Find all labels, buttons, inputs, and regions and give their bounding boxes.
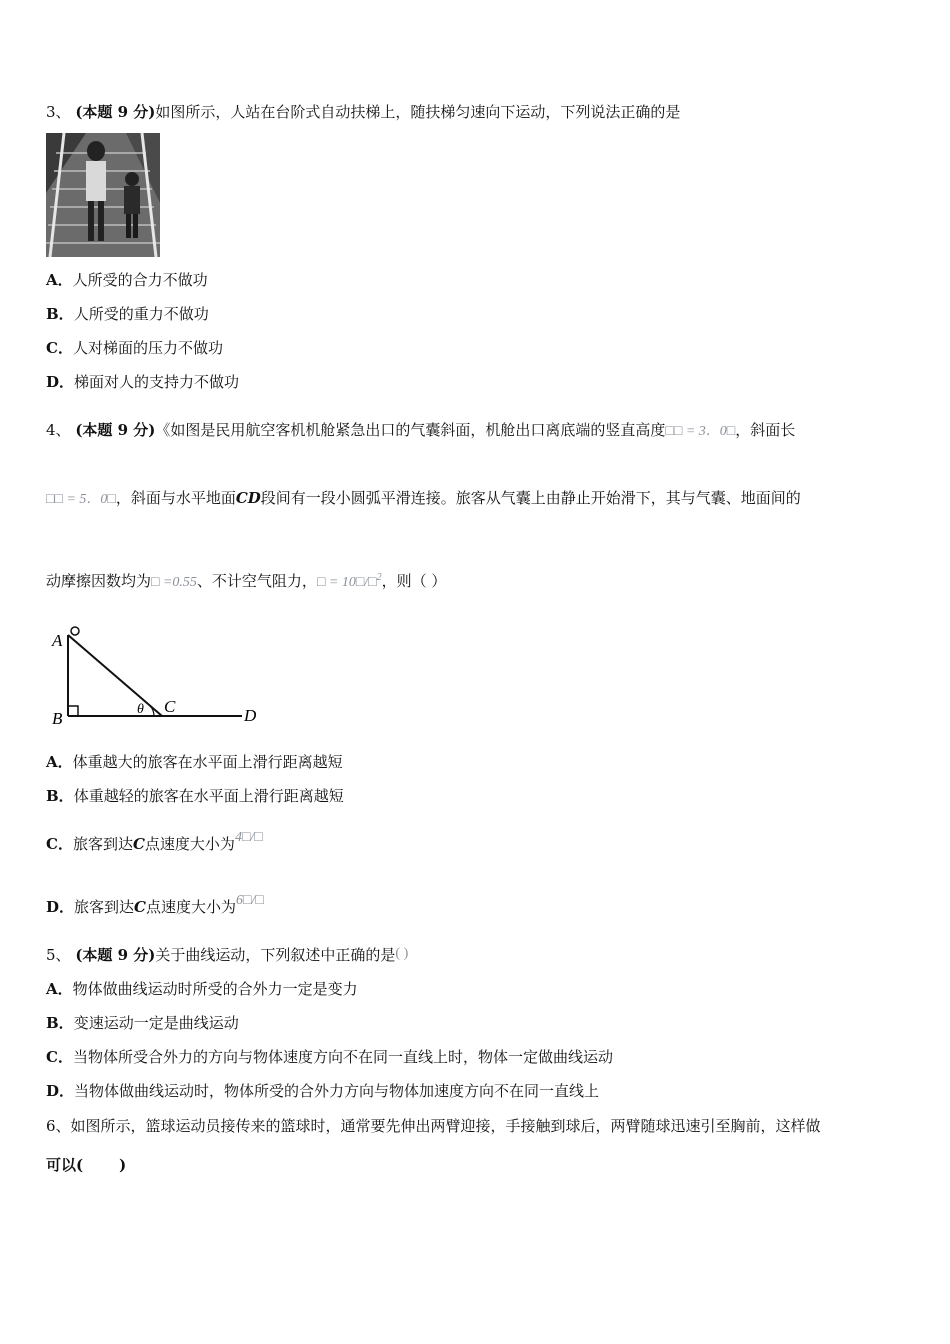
q5-number: 5、 [46, 946, 71, 964]
q6-stem-2-end: ) [119, 1156, 127, 1174]
q3-option-d [46, 372, 239, 392]
q5-paren: ( ) [395, 946, 409, 961]
q3-number: 3、 [46, 103, 71, 121]
label-d: D [244, 706, 257, 725]
q5-option-d-key: D． [46, 1082, 75, 1100]
q4-formula-g: □ = 10□/□ [316, 575, 377, 590]
label-theta: θ [137, 702, 144, 717]
q3-option-a-key: A． [46, 271, 73, 289]
q4-option-b-key: B． [46, 787, 74, 805]
q5-option-a [46, 979, 358, 999]
q6-stem-line2 [46, 1155, 126, 1175]
q4-stem-3c: ，则（ ） [381, 572, 447, 590]
q4-stem-1b: ，斜面长 [735, 421, 796, 439]
q4-stem-line3 [46, 568, 446, 593]
q5-option-a-key: A． [46, 980, 73, 998]
q4-option-c-text-a: 旅客到达 [72, 835, 133, 853]
q4-formula-h: □□ = 3．0□ [665, 424, 736, 439]
q3-stem-text: 如图所示，人站在台阶式自动扶梯上，随扶梯匀速向下运动，下列说法正确的是 [155, 103, 681, 121]
q4-stem-line2 [46, 488, 801, 510]
q4-option-c-point: C [132, 835, 145, 853]
q3-option-a-text: 人所受的合力不做功 [72, 271, 208, 289]
q4-formula-mu: □ =0.55 [151, 575, 197, 590]
q4-option-c-formula: 4□/□ [234, 830, 263, 845]
label-c: C [164, 697, 176, 716]
slope-diagram [46, 620, 276, 735]
q4-option-b-text: 体重越轻的旅客在水平面上滑行距离越短 [73, 787, 344, 805]
q4-option-d-key: D． [46, 898, 75, 916]
q4-option-d-text-b: 点速度大小为 [145, 898, 236, 916]
q3-option-b-text: 人所受的重力不做功 [73, 305, 209, 323]
q3-option-d-text: 梯面对人的支持力不做功 [74, 373, 240, 391]
q4-stem-3b: 、不计空气阻力， [196, 572, 317, 590]
q3-option-b-key: B． [46, 305, 74, 323]
q4-option-d-text-a: 旅客到达 [74, 898, 135, 916]
q4-option-d-point: C [134, 898, 146, 916]
q3-points: (本题 9 分) [75, 103, 156, 121]
q5-stem-text: 关于曲线运动，下列叙述中正确的是 [155, 946, 396, 964]
q4-option-d [46, 893, 264, 919]
q3-option-d-key: D． [46, 373, 75, 391]
q6-stem-line1 [46, 1116, 821, 1136]
q4-option-a-key: A． [46, 753, 73, 771]
q5-option-b-key: B． [46, 1014, 74, 1032]
q5-stem [46, 945, 408, 967]
q5-option-c [46, 1047, 613, 1067]
q4-option-d-formula: 6□/□ [236, 893, 264, 908]
q4-formula-g-exp: 2 [376, 572, 382, 583]
q4-option-c-key: C． [46, 835, 73, 853]
q5-option-b-text: 变速运动一定是曲线运动 [73, 1014, 239, 1032]
q3-option-b [46, 304, 209, 324]
q4-stem-2b: 段间有一段小圆弧平滑连接。旅客从气囊上由静止开始滑下，其与气囊、地面间的 [260, 489, 801, 507]
label-b: B [52, 709, 63, 728]
q5-option-d-text: 当物体做曲线运动时，物体所受的合外力方向与物体加速度方向不在同一直线上 [74, 1082, 600, 1100]
q5-points: (本题 9 分) [75, 946, 156, 964]
q6-number: 6、 [46, 1117, 71, 1135]
q4-option-c [46, 830, 263, 856]
q4-stem-3a: 动摩擦因数均为 [46, 572, 152, 590]
q4-option-b [46, 786, 344, 806]
escalator-photo [46, 133, 160, 257]
q5-option-a-text: 物体做曲线运动时所受的合外力一定是变力 [72, 980, 358, 998]
q3-option-c [46, 338, 223, 358]
q4-points: (本题 9 分) [75, 421, 156, 439]
q6-stem-text: 如图所示，篮球运动员接传来的篮球时，通常要先伸出两臂迎接，手接触到球后，两臂随球迅速引至胸前，这样做 [70, 1117, 821, 1135]
slope-diagram-figure [46, 620, 276, 735]
q5-option-d [46, 1081, 599, 1101]
q5-option-c-text: 当物体所受合外力的方向与物体速度方向不在同一直线上时，物体一定做曲线运动 [72, 1048, 613, 1066]
q5-option-c-key: C． [46, 1048, 73, 1066]
q3-stem [46, 102, 680, 122]
q4-option-a-text: 体重越大的旅客在水平面上滑行距离越短 [72, 753, 343, 771]
q3-option-c-key: C． [46, 339, 73, 357]
q4-stem-1a: 《如图是民用航空客机机舱紧急出口的气囊斜面，机舱出口离底端的竖直高度 [155, 421, 666, 439]
q4-stem-line1 [46, 420, 795, 442]
q4-formula-l: □□ = 5．0□ [46, 492, 116, 507]
q4-stem-2a: ，斜面与水平地面 [115, 489, 236, 507]
escalator-illustration [46, 133, 160, 257]
q4-cd: CD [235, 489, 261, 507]
label-a: A [52, 631, 63, 650]
q3-option-c-text: 人对梯面的压力不做功 [72, 339, 223, 357]
q4-number: 4、 [46, 421, 71, 439]
q3-option-a [46, 270, 208, 290]
q6-stem-2: 可以( [46, 1156, 84, 1174]
q4-option-a [46, 752, 343, 772]
q5-option-b [46, 1013, 239, 1033]
q4-option-c-text-b: 点速度大小为 [144, 835, 235, 853]
